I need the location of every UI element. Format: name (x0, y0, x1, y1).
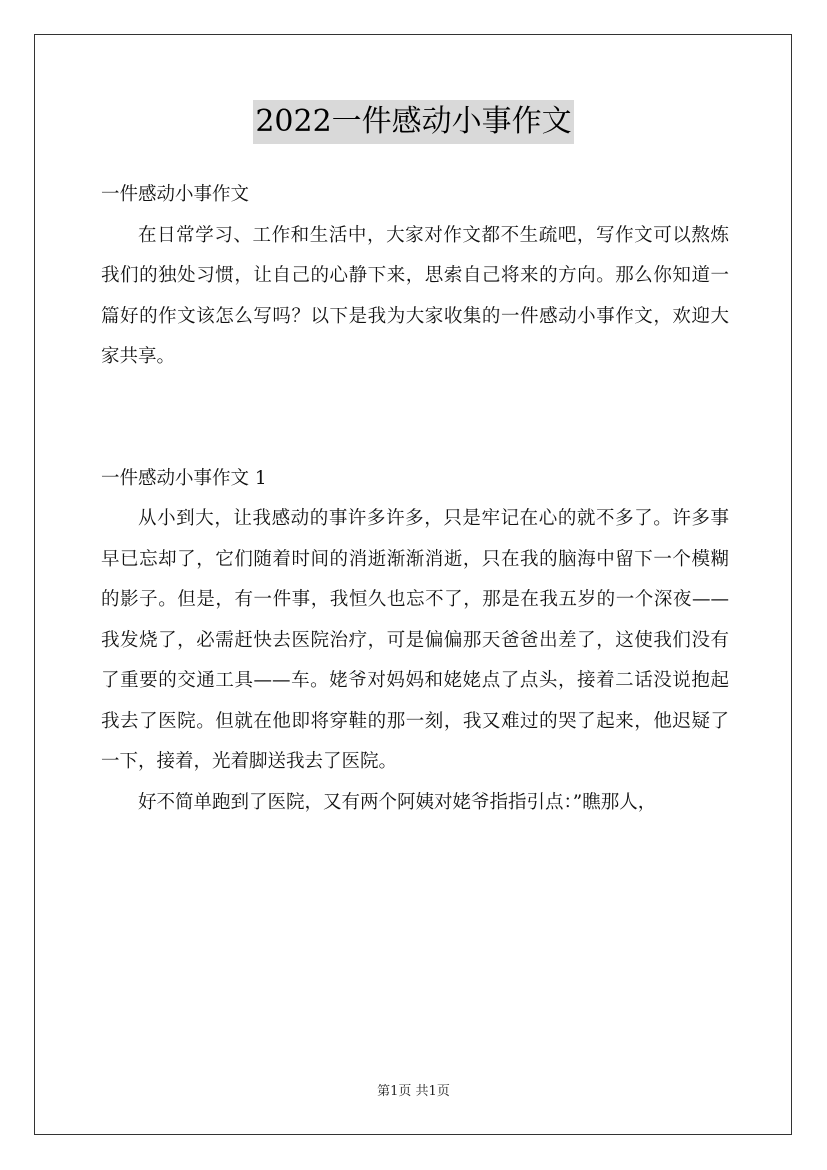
section-heading: 一件感动小事作文 1 (101, 467, 267, 489)
title-wrap (0, 100, 827, 144)
document-body (101, 175, 729, 823)
body-paragraph-2: 好不简单跑到了医院，又有两个阿姨对姥爷指指引点：”瞧那人， (138, 791, 657, 813)
body-paragraph-1: 从小到大，让我感动的事许多许多，只是牢记在心的就不多了。许多事早已忘却了，它们随着时间的消逝渐渐消逝，只在我的脑海中留下一个模糊的影子。但是，有一件事，我恒久也忘不了，那是在我五岁的一个深夜——我发烧了，必需赶快去医院治疗，可是偏偏那天爸爸出差了，这使我们没有了重要的交通工具——车。姥爷对妈妈和姥姥点了点头，接着二话没说抱起我去了医院。但就在他即将穿鞋的那一刻，我又难过的哭了起来，他迟疑了一下，接着，光着脚送我去了医院。 (101, 508, 729, 772)
page-footer: 第1页 共1页 (377, 1084, 450, 1099)
intro-paragraph: 在日常学习、工作和生活中，大家对作文都不生疏吧，写作文可以熬炼我们的独处习惯，让自己的心静下来，思索自己将来的方向。那么你知道一篇好的作文该怎么写吗？以下是我为大家收集的一件感动小事作文，欢迎大家共享。 (101, 224, 729, 367)
document-title: 2022一件感动小事作文 (253, 100, 573, 144)
intro-heading: 一件感动小事作文 (101, 184, 250, 205)
section-spacer (101, 378, 729, 459)
